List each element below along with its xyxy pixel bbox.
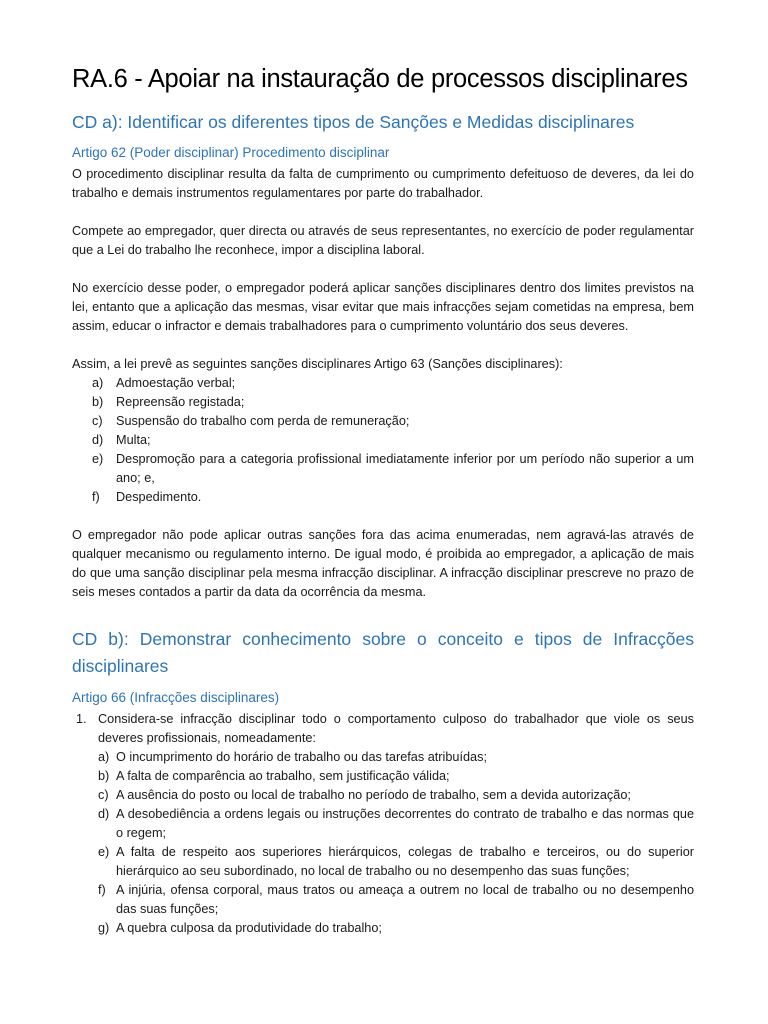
section-b-heading: CD b): Demonstrar conhecimento sobre o conceito e tipos de Infracções disciplinares [72, 629, 694, 677]
list-item-text: O incumprimento do horário de trabalho ou das tarefas atribuídas; [116, 750, 487, 765]
list-item-text: Repreensão registada; [116, 395, 245, 410]
list-marker: a) [92, 376, 104, 391]
infractions-numbered-list [72, 710, 694, 938]
list-marker: d) [98, 807, 110, 822]
section-b-subheading: Artigo 66 (Infracções disciplinares) [72, 689, 280, 705]
list-item [98, 767, 694, 786]
list-marker: b) [92, 395, 104, 410]
sanctions-list [72, 374, 694, 507]
section-a-heading: CD a): Identificar os diferentes tipos de Sanções e Medidas disciplinares [72, 111, 635, 132]
list-intro: Assim, a lei prevê as seguintes sanções disciplinares Artigo 63 (Sanções disciplinares): [72, 357, 563, 372]
list-item [98, 805, 694, 843]
section-a-subheading: Artigo 62 (Poder disciplinar) Procedimento disciplinar [72, 144, 390, 160]
list-item [72, 374, 694, 393]
list-item [98, 843, 694, 881]
paragraph: O procedimento disciplinar resulta da falta de cumprimento ou cumprimento defeituoso de deveres, da lei do trabalho e demais instrumentos regulamentares por parte do trabalhador. [72, 167, 694, 201]
closing-paragraph: O empregador não pode aplicar outras sanções fora das acima enumeradas, nem agravá-las através de qualquer mecanismo ou regulamento interno. De igual modo, é proibida ao empregador, a aplicação de mais do que uma sanção disciplinar pela mesma infracção disciplinar. A infracção disciplinar prescreve no prazo de seis meses contados a partir da data da ocorrência da mesma. [72, 528, 694, 600]
list-item-text: Suspensão do trabalho com perda de remuneração; [116, 414, 410, 429]
document-page [72, 64, 694, 938]
list-item-text: Admoestação verbal; [116, 376, 236, 391]
list-item-text: A injúria, ofensa corporal, maus tratos ou ameaça a outrem no local de trabalho ou no desempenho das suas funções; [116, 883, 694, 917]
list-marker: b) [98, 769, 110, 784]
list-item-text: A falta de comparência ao trabalho, sem justificação válida; [116, 769, 450, 784]
list-item-text: A quebra culposa da produtividade do trabalho; [116, 921, 382, 936]
list-item-text: A falta de respeito aos superiores hierárquicos, colegas de trabalho e terceiros, ou do superior hierárquico ao seu subordinado, no local de trabalho ou no desempenho das suas funções; [116, 845, 694, 879]
paragraph: No exercício desse poder, o empregador poderá aplicar sanções disciplinares dentro dos limites previstos na lei, entanto que a aplicação das mesmas, visar evitar que mais infracções sejam cometidas na empresa, bem assim, educar o infractor e demais trabalhadores para o cumprimento voluntário dos seus deveres. [72, 281, 694, 334]
list-marker: e) [92, 452, 104, 467]
page-title: RA.6 - Apoiar na instauração de processos disciplinares [72, 65, 688, 93]
list-item [98, 748, 694, 767]
list-item [72, 450, 694, 488]
numbered-item [72, 710, 694, 938]
list-item-text: A ausência do posto ou local de trabalho no período de trabalho, sem a devida autorização; [116, 788, 631, 803]
list-marker: d) [92, 433, 104, 448]
list-marker: g) [98, 921, 110, 936]
list-item [98, 881, 694, 919]
list-marker: f) [92, 490, 100, 505]
infractions-list [98, 748, 694, 938]
list-marker: a) [98, 750, 110, 765]
list-item-text: Despromoção para a categoria profissional imediatamente inferior por um período não superior a um ano; e, [116, 452, 694, 486]
list-item-text: Multa; [116, 433, 151, 448]
list-marker: c) [98, 788, 109, 803]
paragraph: Compete ao empregador, quer directa ou através de seus representantes, no exercício de poder regulamentar que a Lei do trabalho lhe reconhece, impor a disciplina laboral. [72, 224, 694, 258]
numbered-item-text: Considera-se infracção disciplinar todo o comportamento culposo do trabalhador que viole os seus deveres profissionais, nomeadamente: [98, 712, 694, 746]
list-item-text: Despedimento. [116, 490, 202, 505]
list-item [72, 431, 694, 450]
list-item [98, 919, 694, 938]
list-item [72, 488, 694, 507]
list-item [72, 393, 694, 412]
list-marker: f) [98, 883, 106, 898]
list-marker: 1. [76, 712, 87, 727]
list-marker: e) [98, 845, 110, 860]
list-marker: c) [92, 414, 103, 429]
list-item [98, 786, 694, 805]
list-item-text: A desobediência a ordens legais ou instruções decorrentes do contrato de trabalho e das normas que o regem; [116, 807, 694, 841]
list-item [72, 412, 694, 431]
